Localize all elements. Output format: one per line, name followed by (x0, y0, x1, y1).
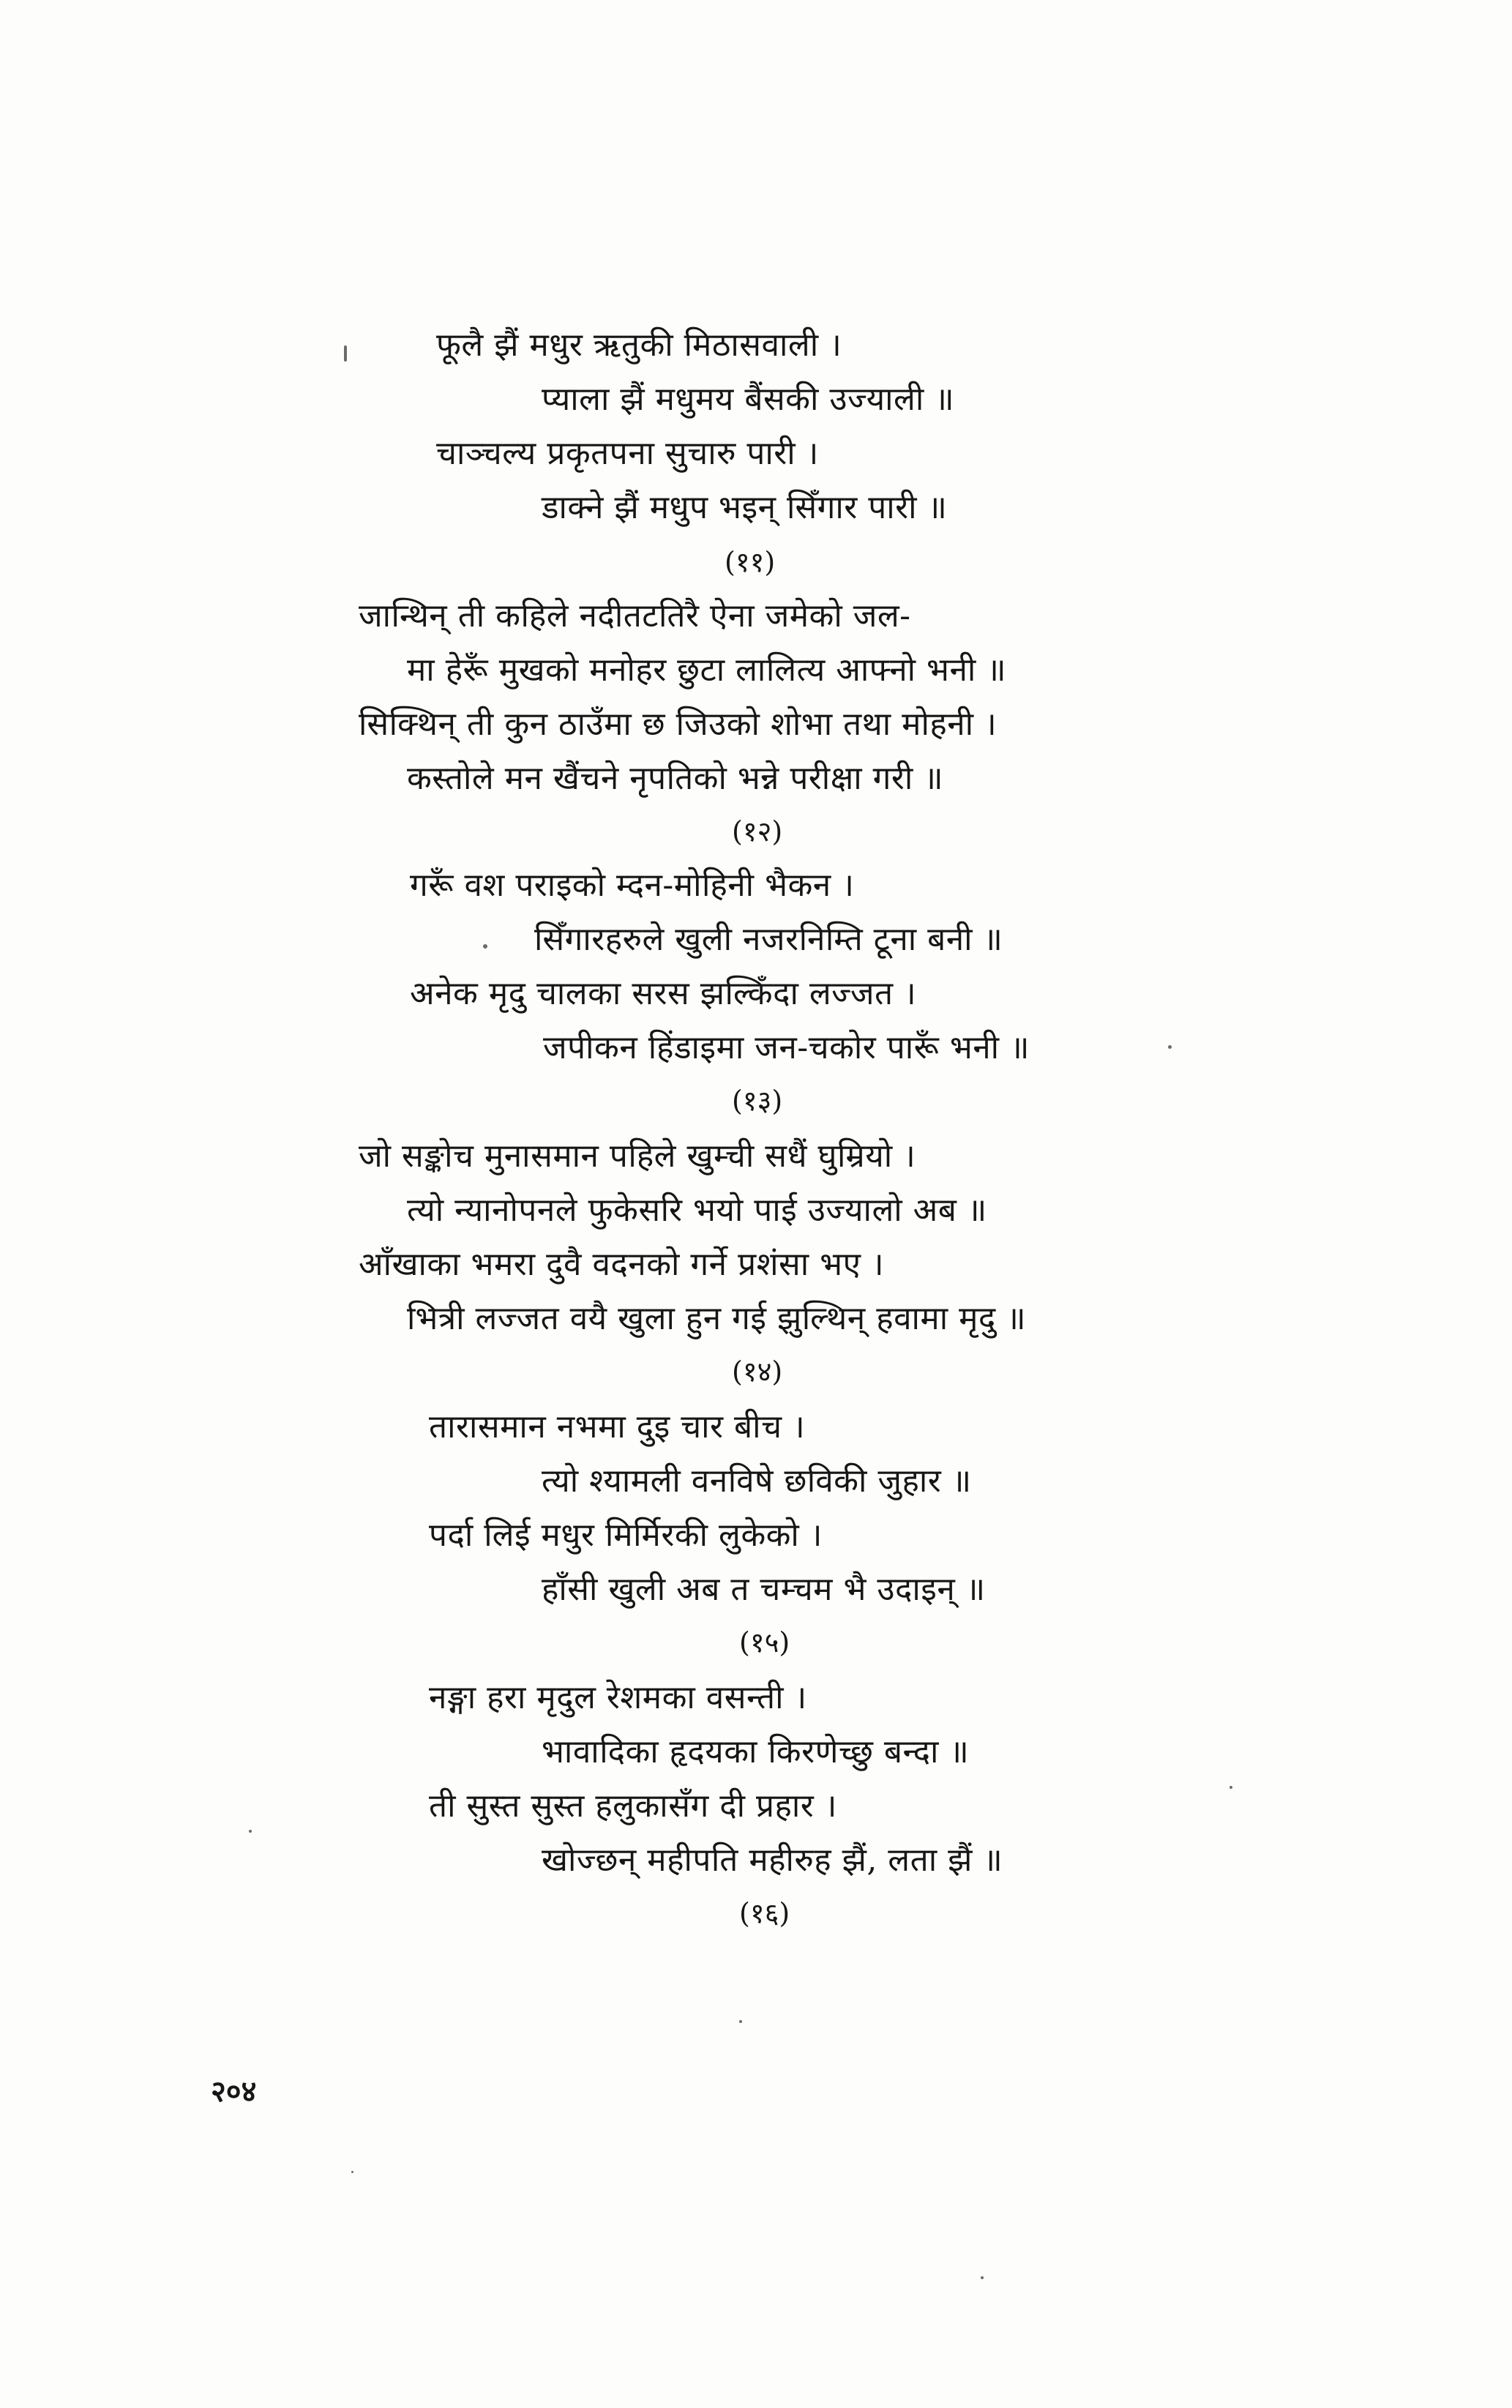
verse-line: आँखाका भमरा दुवै वदनको गर्ने प्रशंसा भए । (359, 1246, 885, 1283)
scan-speck (351, 2171, 353, 2173)
verse-line: सिक्थिन् ती कुन ठाउँमा छ जिउको शोभा तथा मोहनी । (359, 706, 998, 743)
scan-speck (739, 2020, 742, 2023)
verse-line: नङ्गा हरा मृदुल रेशमका वसन्ती । (429, 1679, 807, 1716)
verse-line: पर्दा लिई मधुर मिर्मिरकी लुकेको । (429, 1517, 823, 1554)
page-number: २०४ (211, 2074, 257, 2109)
stanza-number: (११) (725, 546, 776, 578)
verse-line: जपीकन हिंडाइमा जन-चकोर पारूँ भनी ॥ (543, 1029, 1030, 1066)
verse-line: भावादिका हृदयका किरणेच्छु बन्दा ॥ (542, 1733, 970, 1771)
stanza-number: (१३) (732, 1085, 783, 1117)
stanza-number: (१५) (739, 1626, 790, 1659)
verse-line: कस्तोले मन खैंचने नृपतिको भन्ने परीक्षा गरी ॥ (407, 760, 944, 797)
verse-line: खोज्छन् महीपति महीरुह झैं, लता झैं ॥ (542, 1841, 1003, 1879)
verse-line: जो सङ्कोच मुनासमान पहिले खुम्ची सधैं घुम्रियो । (359, 1137, 916, 1175)
verse-line: अनेक मृदु चालका सरस झल्किँदा लज्जत । (410, 975, 917, 1012)
verse-line: हाँसी खुली अब त चम्चम भै उदाइन् ॥ (542, 1571, 986, 1608)
verse-line: त्यो श्यामली वनविषे छविकी जुहार ॥ (542, 1462, 972, 1500)
scan-speck (1168, 1045, 1172, 1049)
scan-speck (1230, 1786, 1232, 1789)
stanza-number: (१४) (732, 1356, 783, 1388)
scan-speck (344, 345, 347, 362)
verse-line: त्यो न्यानोपनले फुकेसरि भयो पाई उज्यालो अब ॥ (407, 1192, 987, 1229)
scan-speck (483, 944, 487, 949)
verse-line: मा हेरूँ मुखको मनोहर छुटा लालित्य आफ्नो भनी ॥ (407, 651, 1007, 689)
scan-speck (249, 1830, 252, 1833)
verse-line: ती सुस्त सुस्त हलुकासँग दी प्रहार । (429, 1787, 837, 1825)
verse-line: डाक्ने झैं मधुप भइन् सिँगार पारी ॥ (542, 489, 948, 526)
verse-line: सिँगारहरुले खुली नजरनिम्ति टूना बनी ॥ (534, 921, 1003, 958)
verse-line: फूलै झैं मधुर ऋतुकी मिठासवाली । (436, 326, 842, 364)
verse-line: तारासमान नभमा दुइ चार बीच । (429, 1408, 806, 1446)
verse-line: प्याला झैं मधुमय बैंसकी उज्याली ॥ (542, 381, 955, 418)
verse-line: जान्थिन् ती कहिले नदीतटतिरै ऐना जमेको जल- (359, 597, 911, 635)
verse-line: भित्री लज्जत वयै खुला हुन गई झुल्थिन् हवामा मृदु ॥ (407, 1300, 1027, 1337)
stanza-number: (१६) (739, 1897, 790, 1929)
verse-line: चाञ्चल्य प्रकृतपना सुचारु पारी । (436, 435, 819, 472)
scan-speck (981, 2276, 984, 2279)
verse-line: गरूँ वश पराइको म्दन-मोहिनी भैकन । (410, 867, 855, 904)
stanza-number: (१२) (732, 815, 783, 848)
